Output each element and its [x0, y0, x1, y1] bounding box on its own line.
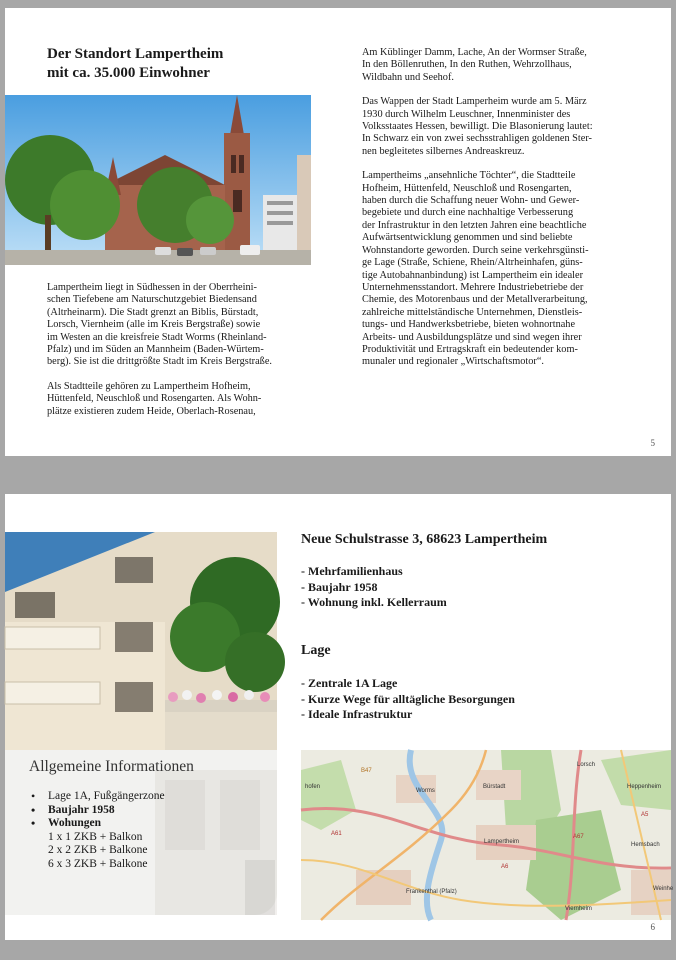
church-photo-graphic — [5, 95, 311, 265]
map-label-lorsch: Lorsch — [577, 762, 596, 768]
map-label-b47: B47 — [361, 768, 372, 774]
info-item-unit-2: 2 x 2 ZKB + Balkone — [48, 844, 148, 856]
page-title: Der Standort Lampertheim mit ca. 35.000 Einwohner — [47, 46, 224, 81]
map-label-worms: Worms — [416, 788, 435, 794]
paragraph-location: Lampertheim liegt in Südhessen in der Oberrheini- schen Tiefebene am Naturschutzgebiet Biedensand (Altrheinarm). Die Stadt grenzt an Biblis, Bürstadt, Lorsch, Viernheim (alle im Kreis Bergstraße) sowie im Westen an die kreisfreie Stadt Worms (Rheinland- Pfalz) und im Süden an Mannheim (Baden-Würtem- berg). Sie ist die drittgrößte Stadt im Kreis Bergstraße. — [47, 282, 272, 368]
location-map — [301, 750, 674, 920]
map-label-a5: A5 — [641, 812, 649, 818]
info-item-baujahr: • Baujahr 1958 — [29, 804, 165, 818]
feature-item: - Baujahr 1958 — [301, 579, 378, 594]
paragraph-places: Am Küblinger Damm, Lache, An der Wormser Straße, In den Böllenruthen, In den Ruthen, Wehrzollhaus, Wildbahn und Seehof. — [362, 47, 587, 83]
lage-item: - Zentrale 1A Lage — [301, 676, 398, 690]
lage-item: - Ideale Infrastruktur — [301, 707, 413, 721]
building-photo-graphic — [5, 532, 277, 750]
document-page-6 — [5, 494, 674, 940]
info-item-unit-1: 1 x 1 ZKB + Balkon — [48, 830, 143, 843]
document-page-5 — [5, 8, 671, 456]
right-column — [362, 47, 638, 369]
church-photo — [5, 95, 311, 265]
map-label-heppenheim: Heppenheim — [627, 784, 662, 790]
paragraph-economy: Lampertheims „ansehnliche Töchter“, die Stadtteile Hofheim, Hüttenfeld, Neuschloß und Rosengarten, haben durch die Schaffung neuer Wohn- und Gewer- begebiete und durch eine nachhaltige Verbesserung der Infrastruktur in den letzten Jahren eine beachtliche Aufwärtsentwicklung genommen und sind beliebte Wohnstandorte geworden. Durch seine verkehrsgünsti- ge Lage (Straße, Schiene, Rhein/Altrheinhafen, güns- tige Autobahnanbindung) ist Lampertheim ein idealer Unternehmensstandort. Mehrere Industriebetriebe der Chemie, des Motorenbaus und der Metallverarbeitung, zahlreiche mittelständische Unternehmen, Dienstleis- tungs- und Handwerksbetriebe, bieten wohnortnahe Arbeits- und Ausbildungsplätze und sind wegen ihrer Produktivität und Ertragskraft ein bedeutender kom- munaler und regionaler „Wirtschaftsmotor“. — [362, 170, 589, 368]
map-label-a6: A6 — [501, 864, 509, 870]
lage-item: - Kurze Wege für alltägliche Besorgungen — [301, 691, 515, 706]
info-item-unit-3: 6 x 3 ZKB + Balkone — [48, 857, 148, 870]
page-number: 6 — [650, 922, 655, 932]
building-photo — [5, 532, 277, 750]
map-label-osthofen: hofen — [305, 784, 321, 790]
feature-item: - Mehrfamilienhaus — [301, 564, 403, 578]
lage-heading: Lage — [301, 643, 331, 658]
feature-item: - Wohnung inkl. Kellerraum — [301, 595, 447, 609]
info-list — [29, 790, 165, 871]
map-label-buerstadt: Bürstadt — [483, 784, 506, 790]
info-title: Allgemeine Informationen — [29, 758, 194, 775]
general-info-card — [5, 750, 277, 915]
map-label-weinheim: Weinhe — [653, 886, 674, 892]
map-label-a61: A61 — [331, 831, 342, 837]
map-label-hemsbach: Hemsbach — [631, 842, 660, 848]
left-column — [47, 282, 309, 418]
property-address: Neue Schulstrasse 3, 68623 Lampertheim — [301, 532, 548, 547]
page-number: 5 — [650, 438, 655, 448]
map-label-a67: A67 — [573, 834, 584, 840]
map-label-viernheim: Viernheim — [565, 906, 592, 912]
map-label-lampertheim: Lampertheim — [484, 839, 520, 845]
info-item-wohnungen: • Wohungen — [29, 817, 165, 831]
map-label-frankenthal: Frankenthal (Pfalz) — [406, 889, 457, 895]
info-item-lage: • Lage 1A, Fußgängerzone — [29, 790, 165, 804]
lage-features — [301, 676, 515, 723]
property-features — [301, 564, 447, 611]
paragraph-districts: Als Stadtteile gehören zu Lampertheim Hofheim, Hüttenfeld, Neuschloß und Rosengarten. Als Wohn- plätze existieren zudem Heide, Oberlach-Rosenau, — [47, 380, 262, 417]
paragraph-coat-of-arms: Das Wappen der Stadt Lamperheim wurde am 5. März 1930 durch Wilhelm Leuschner, Innenminister des Volksstaates Hessen, bewilligt. Die Blasonierung lautet: In Schwarz ein von zwei sechsstrahligen goldenen Ster- nen begleitetes silbernes Andreaskreuz. — [362, 96, 593, 157]
location-map-graphic — [301, 750, 674, 920]
